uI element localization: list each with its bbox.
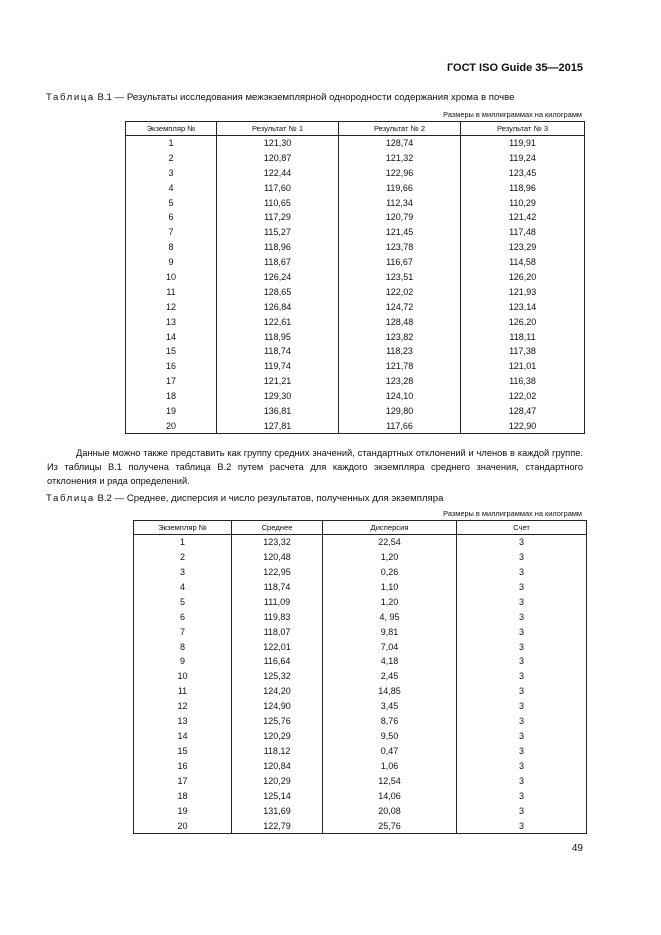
column-header: Результат № 2 xyxy=(339,122,461,136)
table-cell: 110,29 xyxy=(461,195,585,210)
table-cell: 20 xyxy=(134,818,232,833)
table-cell: 12 xyxy=(134,699,232,714)
table-cell: 120,48 xyxy=(232,549,323,564)
table-row xyxy=(134,639,587,654)
table-cell: 124,72 xyxy=(339,299,461,314)
table-cell: 117,48 xyxy=(461,225,585,240)
table-cell: 118,67 xyxy=(217,255,339,270)
table-cell: 118,74 xyxy=(217,344,339,359)
table-cell: 3 xyxy=(457,639,587,654)
table-cell: 119,83 xyxy=(232,609,323,624)
table-cell: 123,82 xyxy=(339,329,461,344)
table-cell: 123,51 xyxy=(339,270,461,285)
table-cell: 0,26 xyxy=(323,564,457,579)
table-cell: 115,27 xyxy=(217,225,339,240)
page-number: 49 xyxy=(571,843,583,854)
table-cell: 8 xyxy=(134,639,232,654)
table1-header-row xyxy=(126,122,585,136)
table-cell: 3 xyxy=(126,165,217,180)
table-cell: 14,85 xyxy=(323,684,457,699)
table-cell: 4 xyxy=(134,579,232,594)
table-cell: 118,74 xyxy=(232,579,323,594)
table-cell: 9 xyxy=(126,255,217,270)
table-cell: 8 xyxy=(126,240,217,255)
table-cell: 122,61 xyxy=(217,314,339,329)
table-cell: 136,81 xyxy=(217,404,339,419)
table2-units-note: Размеры в миллиграммах на килограмм xyxy=(443,509,582,518)
table-cell: 120,29 xyxy=(232,774,323,789)
table-row xyxy=(134,699,587,714)
table-row xyxy=(134,579,587,594)
table-cell: 7 xyxy=(126,225,217,240)
table-cell: 3 xyxy=(457,699,587,714)
table-cell: 3 xyxy=(457,549,587,564)
table-cell: 10 xyxy=(126,270,217,285)
table1 xyxy=(125,121,585,434)
table-cell: 122,95 xyxy=(232,564,323,579)
table-cell: 15 xyxy=(126,344,217,359)
table-cell: 7 xyxy=(134,624,232,639)
table-cell: 6 xyxy=(134,609,232,624)
table-cell: 119,74 xyxy=(217,359,339,374)
table-row xyxy=(134,744,587,759)
table-cell: 8,76 xyxy=(323,714,457,729)
table-cell: 124,20 xyxy=(232,684,323,699)
table-cell: 1,20 xyxy=(323,594,457,609)
table-cell: 4, 95 xyxy=(323,609,457,624)
table-cell: 3 xyxy=(457,624,587,639)
table-row xyxy=(126,240,585,255)
table1-caption xyxy=(46,92,514,103)
table-cell: 131,69 xyxy=(232,803,323,818)
table-cell: 18 xyxy=(134,788,232,803)
table-cell: 123,29 xyxy=(461,240,585,255)
table-row xyxy=(126,136,585,151)
table-cell: 2 xyxy=(134,549,232,564)
table-cell: 128,65 xyxy=(217,284,339,299)
table-cell: 19 xyxy=(134,803,232,818)
table-cell: 17 xyxy=(126,374,217,389)
table-row xyxy=(126,165,585,180)
table-cell: 119,91 xyxy=(461,136,585,151)
table-cell: 16 xyxy=(126,359,217,374)
table-row xyxy=(126,180,585,195)
table-cell: 1 xyxy=(126,136,217,151)
table-cell: 121,42 xyxy=(461,210,585,225)
column-header: Счет xyxy=(457,521,587,535)
table-cell: 122,02 xyxy=(339,284,461,299)
table-cell: 3 xyxy=(457,564,587,579)
table-cell: 3 xyxy=(457,609,587,624)
table-cell: 129,80 xyxy=(339,404,461,419)
table-cell: 121,01 xyxy=(461,359,585,374)
table-cell: 11 xyxy=(126,284,217,299)
table-row xyxy=(126,299,585,314)
column-header: Результат № 1 xyxy=(217,122,339,136)
table-cell: 121,45 xyxy=(339,225,461,240)
body-paragraph: Данные можно также представить как группу средних значений, стандартных отклонений и членов в каждой группе. Из таблицы В.1 получена таблица В.2 путем расчета для каждого экземпляра среднего значения, стандартного отклонения и ряда определений. xyxy=(47,448,583,486)
table-cell: 13 xyxy=(126,314,217,329)
table-cell: 20,08 xyxy=(323,803,457,818)
table-cell: 3 xyxy=(457,594,587,609)
table-row xyxy=(126,404,585,419)
table-cell: 120,87 xyxy=(217,150,339,165)
table-cell: 110,65 xyxy=(217,195,339,210)
table-cell: 3 xyxy=(457,759,587,774)
table-cell: 2 xyxy=(126,150,217,165)
table-cell: 116,67 xyxy=(339,255,461,270)
table-cell: 2,45 xyxy=(323,669,457,684)
table-row xyxy=(134,594,587,609)
table-cell: 3 xyxy=(457,729,587,744)
table-row xyxy=(126,329,585,344)
table-cell: 126,20 xyxy=(461,314,585,329)
table-row xyxy=(126,195,585,210)
table-cell: 122,44 xyxy=(217,165,339,180)
table1-caption-text: В.1 — Результаты исследования межэкземплярной однородности содержания хрома в почве xyxy=(94,92,515,103)
table-cell: 124,90 xyxy=(232,699,323,714)
table-row xyxy=(134,549,587,564)
table-cell: 123,45 xyxy=(461,165,585,180)
table-cell: 121,78 xyxy=(339,359,461,374)
table-cell: 118,07 xyxy=(232,624,323,639)
table-cell: 125,76 xyxy=(232,714,323,729)
table-row xyxy=(126,314,585,329)
table-cell: 119,24 xyxy=(461,150,585,165)
table-cell: 129,30 xyxy=(217,389,339,404)
table-cell: 14,06 xyxy=(323,788,457,803)
table-cell: 117,29 xyxy=(217,210,339,225)
table-row xyxy=(134,759,587,774)
table-cell: 9,50 xyxy=(323,729,457,744)
table-cell: 0,47 xyxy=(323,744,457,759)
table2-caption-text: В.2 — Среднее, дисперсия и число результатов, полученных для экземпляра xyxy=(94,493,444,504)
table-cell: 9 xyxy=(134,654,232,669)
table-cell: 14 xyxy=(126,329,217,344)
table-cell: 122,01 xyxy=(232,639,323,654)
table-cell: 1,20 xyxy=(323,549,457,564)
table-row xyxy=(134,535,587,550)
table-cell: 5 xyxy=(126,195,217,210)
table-row xyxy=(134,609,587,624)
table-cell: 126,84 xyxy=(217,299,339,314)
table-cell: 117,66 xyxy=(339,418,461,433)
table-cell: 16 xyxy=(134,759,232,774)
table-cell: 3 xyxy=(457,535,587,550)
table-cell: 1,10 xyxy=(323,579,457,594)
table-cell: 14 xyxy=(134,729,232,744)
table-cell: 122,02 xyxy=(461,389,585,404)
table-cell: 116,64 xyxy=(232,654,323,669)
column-header: Экземпляр № xyxy=(134,521,232,535)
table-cell: 122,90 xyxy=(461,418,585,433)
table2-caption-label: Таблица xyxy=(46,493,95,504)
table-row xyxy=(126,284,585,299)
table-cell: 3 xyxy=(457,654,587,669)
table-cell: 13 xyxy=(134,714,232,729)
table-cell: 3 xyxy=(457,714,587,729)
table-cell: 122,79 xyxy=(232,818,323,833)
table-cell: 3 xyxy=(457,788,587,803)
table-cell: 123,28 xyxy=(339,374,461,389)
column-header: Результат № 3 xyxy=(461,122,585,136)
table-cell: 114,58 xyxy=(461,255,585,270)
table-cell: 124,10 xyxy=(339,389,461,404)
table-cell: 18 xyxy=(126,389,217,404)
table-cell: 3 xyxy=(457,669,587,684)
table-cell: 10 xyxy=(134,669,232,684)
table-cell: 117,38 xyxy=(461,344,585,359)
table-cell: 7,04 xyxy=(323,639,457,654)
table-cell: 5 xyxy=(134,594,232,609)
table2 xyxy=(133,520,587,834)
column-header: Среднее xyxy=(232,521,323,535)
table-cell: 4 xyxy=(126,180,217,195)
table-cell: 1 xyxy=(134,535,232,550)
table-row xyxy=(134,624,587,639)
table1-caption-label: Таблица xyxy=(46,92,95,103)
column-header: Дисперсия xyxy=(323,521,457,535)
table-cell: 118,11 xyxy=(461,329,585,344)
table-cell: 121,30 xyxy=(217,136,339,151)
table-cell: 123,32 xyxy=(232,535,323,550)
table-cell: 25,76 xyxy=(323,818,457,833)
table-cell: 120,29 xyxy=(232,729,323,744)
table-cell: 116,38 xyxy=(461,374,585,389)
table-cell: 128,74 xyxy=(339,136,461,151)
table-cell: 121,32 xyxy=(339,150,461,165)
table-cell: 22,54 xyxy=(323,535,457,550)
table2-caption xyxy=(46,493,443,504)
table-cell: 3 xyxy=(457,579,587,594)
table-row xyxy=(134,684,587,699)
table-cell: 126,20 xyxy=(461,270,585,285)
table-cell: 112,34 xyxy=(339,195,461,210)
table-cell: 121,93 xyxy=(461,284,585,299)
table-row xyxy=(126,210,585,225)
table-row xyxy=(134,654,587,669)
table2-body xyxy=(134,535,587,834)
table-cell: 3,45 xyxy=(323,699,457,714)
table-cell: 11 xyxy=(134,684,232,699)
table-cell: 19 xyxy=(126,404,217,419)
table-cell: 3 xyxy=(457,684,587,699)
table-cell: 123,14 xyxy=(461,299,585,314)
table-row xyxy=(126,374,585,389)
table-row xyxy=(134,714,587,729)
table-cell: 118,23 xyxy=(339,344,461,359)
table2-header-row xyxy=(134,521,587,535)
table-cell: 111,09 xyxy=(232,594,323,609)
table-row xyxy=(134,818,587,833)
table-cell: 119,66 xyxy=(339,180,461,195)
table-row xyxy=(134,774,587,789)
table-cell: 125,32 xyxy=(232,669,323,684)
table1-body xyxy=(126,136,585,434)
table-cell: 3 xyxy=(457,803,587,818)
table-row xyxy=(134,803,587,818)
table-cell: 4,18 xyxy=(323,654,457,669)
table-row xyxy=(126,225,585,240)
table-cell: 17 xyxy=(134,774,232,789)
table-cell: 3 xyxy=(134,564,232,579)
table-cell: 117,60 xyxy=(217,180,339,195)
table-cell: 12 xyxy=(126,299,217,314)
table-cell: 118,95 xyxy=(217,329,339,344)
table-cell: 1,06 xyxy=(323,759,457,774)
table-cell: 128,47 xyxy=(461,404,585,419)
table-cell: 118,96 xyxy=(461,180,585,195)
table-cell: 122,96 xyxy=(339,165,461,180)
document-header: ГОСТ ISO Guide 35—2015 xyxy=(446,62,583,74)
table-cell: 3 xyxy=(457,818,587,833)
table-cell: 120,79 xyxy=(339,210,461,225)
table-cell: 20 xyxy=(126,418,217,433)
table1-units-note: Размеры в миллиграммах на килограмм xyxy=(443,110,582,119)
table-row xyxy=(134,788,587,803)
table-cell: 118,12 xyxy=(232,744,323,759)
table-cell: 128,48 xyxy=(339,314,461,329)
table-cell: 126,24 xyxy=(217,270,339,285)
table-cell: 3 xyxy=(457,774,587,789)
table-row xyxy=(126,359,585,374)
table-cell: 3 xyxy=(457,744,587,759)
table-cell: 127,81 xyxy=(217,418,339,433)
table-row xyxy=(134,564,587,579)
table-cell: 12,54 xyxy=(323,774,457,789)
table-cell: 9,81 xyxy=(323,624,457,639)
table-row xyxy=(126,389,585,404)
table-row xyxy=(134,729,587,744)
table-cell: 6 xyxy=(126,210,217,225)
table-row xyxy=(134,669,587,684)
table-row xyxy=(126,255,585,270)
table-cell: 121,21 xyxy=(217,374,339,389)
table-row xyxy=(126,344,585,359)
table-cell: 123,78 xyxy=(339,240,461,255)
table-row xyxy=(126,270,585,285)
table-cell: 120,84 xyxy=(232,759,323,774)
table-cell: 125,14 xyxy=(232,788,323,803)
table-cell: 15 xyxy=(134,744,232,759)
column-header: Экземпляр № xyxy=(126,122,217,136)
table-cell: 118,96 xyxy=(217,240,339,255)
table-row xyxy=(126,150,585,165)
table-row xyxy=(126,418,585,433)
